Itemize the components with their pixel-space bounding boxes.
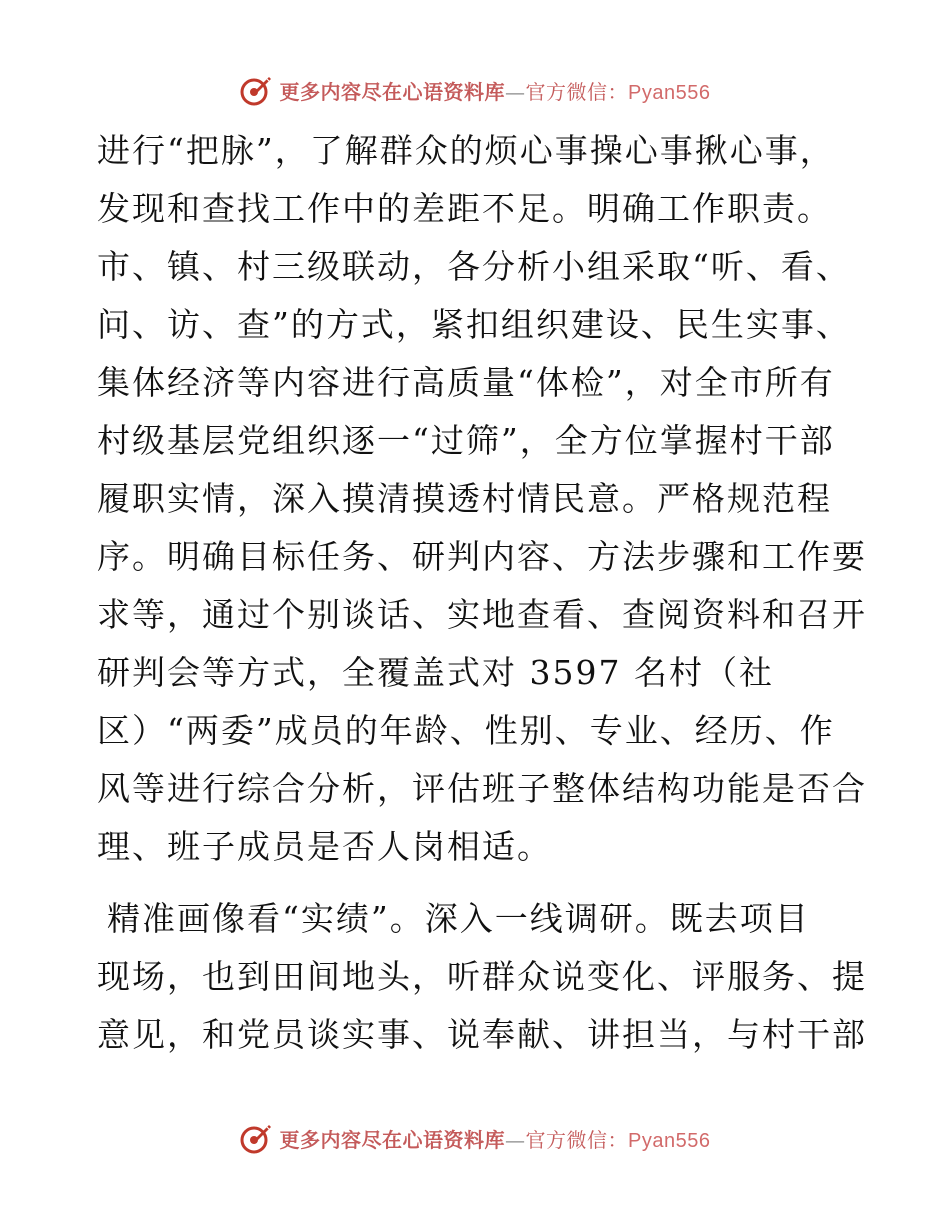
text-line: 市、镇、村三级联动，各分析小组采取“听、看、 [97,247,851,286]
text-line: 研判会等方式，全覆盖式对 3597 名村（社 [97,653,774,692]
text-line: 集体经济等内容进行高质量“体检”，对全市所有 [97,363,835,402]
text-line: 区）“两委”成员的年龄、性别、专业、经历、作 [97,711,835,750]
text-line: 进行“把脉”，了解群众的烦心事操心事揪心事， [97,131,835,170]
watermark-wechat-handle: Pyan556 [628,1129,711,1152]
watermark-wechat-label: 官方微信： [525,1127,629,1152]
text-line: 风等进行综合分析，评估班子整体结构功能是否合 [97,769,867,808]
text-line: 序。明确目标任务、研判内容、方法步骤和工作要 [97,537,867,576]
watermark-main-text: 更多内容尽在心语资料库 [279,79,506,104]
footer-watermark-banner [0,1118,950,1158]
text-line: 问、访、查”的方式，紧扣组织建设、民生实事、 [97,305,851,344]
paragraph-2 [97,890,867,1064]
text-line: 村级基层党组织逐一“过筛”，全方位掌握村干部 [97,421,835,460]
paragraph-1 [97,122,867,876]
text-line: 履职实情，深入摸清摸透村情民意。严格规范程 [97,479,832,518]
text-line: 发现和查找工作中的差距不足。明确工作职责。 [97,189,832,228]
text-line: 意见，和党员谈实事、说奉献、讲担当，与村干部 [97,1015,867,1054]
watermark-text [280,76,711,105]
watermark-dash: — [505,1127,526,1152]
watermark-wechat-label: 官方微信： [525,79,629,104]
pen-logo-icon [240,1122,272,1154]
pen-logo-icon [240,74,272,106]
watermark-dash: — [505,79,526,104]
watermark-wechat-handle: Pyan556 [628,81,711,104]
text-line: 现场，也到田间地头，听群众说变化、评服务、提 [97,957,867,996]
watermark-text [280,1124,711,1153]
header-watermark-banner [0,70,950,110]
text-line: 精准画像看“实绩”。深入一线调研。既去项目 [107,899,810,938]
text-line: 求等，通过个别谈话、实地查看、查阅资料和召开 [97,595,867,634]
watermark-main-text: 更多内容尽在心语资料库 [279,1127,506,1152]
text-line: 理、班子成员是否人岗相适。 [97,827,552,866]
document-body [97,122,867,1064]
